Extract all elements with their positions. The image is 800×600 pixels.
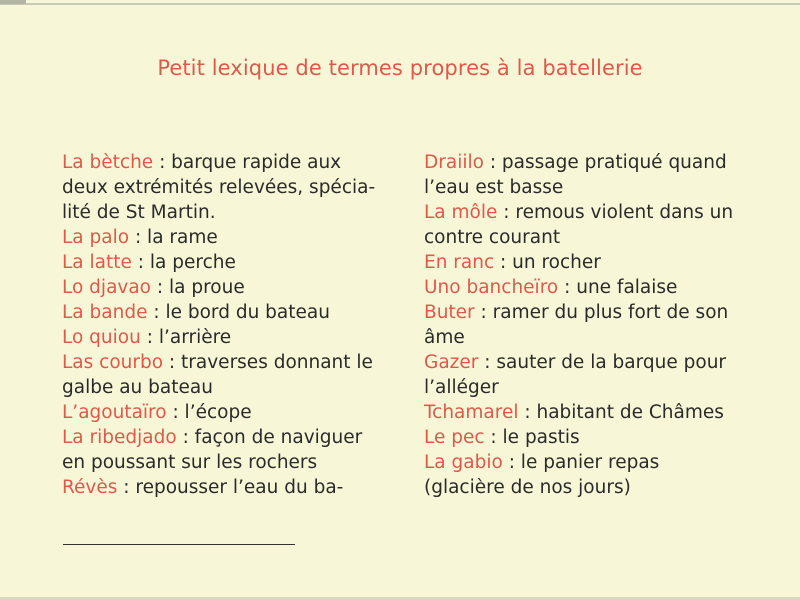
lexicon-term: La bètche [62,152,154,173]
lexicon-term: Révès [62,477,118,498]
lexicon-line [62,350,412,375]
separator-line [63,544,295,545]
lexicon-line: lité de St Martin. [62,202,216,223]
lexicon-line [62,225,412,250]
lexicon-line [62,300,412,325]
corner-mark [0,0,26,4]
lexicon-line: l’eau est basse [424,177,564,198]
lexicon-definition: : un rocher [494,252,601,273]
page-title: Petit lexique de termes propres à la batellerie [157,56,643,80]
lexicon-line: l’alléger [424,377,499,398]
lexicon-definition: : traverses donnant le [163,352,373,373]
lexicon-term: Lo quiou [62,327,141,348]
lexicon-term: La môle [424,202,498,223]
lexicon-right-column [424,150,784,500]
lexicon-term: Buter [424,302,475,323]
lexicon-line [62,475,412,500]
lexicon-line [424,425,784,450]
lexicon-line [424,200,784,225]
lexicon-definition: : l’écope [166,402,252,423]
lexicon-line [424,350,784,375]
lexicon-line: (glacière de nos jours) [424,477,631,498]
lexicon-definition: : l’arrière [140,327,232,348]
lexicon-line [424,275,784,300]
lexicon-line: contre courant [424,227,561,248]
lexicon-line: galbe au bateau [62,377,213,398]
lexicon-term: La ribedjado [62,427,177,448]
lexicon-line: deux extrémités relevées, spécia- [62,177,376,198]
lexicon-line [424,400,784,425]
lexicon-definition: : le panier repas [502,452,660,473]
lexicon-term: La latte [62,252,132,273]
lexicon-definition: : une falaise [558,277,678,298]
lexicon-line: âme [424,327,465,348]
lexicon-definition: : barque rapide aux [153,152,342,173]
lexicon-term: L’agoutaïro [62,402,167,423]
lexicon-line [62,400,412,425]
lexicon-definition: : la perche [131,252,236,273]
lexicon-term: Tchamarel [424,402,519,423]
top-border-line [0,3,800,5]
lexicon-definition: : la proue [151,277,245,298]
lexicon-left-column [62,150,412,500]
lexicon-line [424,250,784,275]
lexicon-line [62,275,412,300]
lexicon-definition: : repousser l’eau du ba- [117,477,344,498]
lexicon-term: La palo [62,227,130,248]
lexicon-line [62,250,412,275]
lexicon-definition: : le pastis [484,427,580,448]
lexicon-line [62,425,412,450]
lexicon-term: La bande [62,302,148,323]
lexicon-definition: : ramer du plus fort de son [474,302,729,323]
lexicon-definition: : le bord du bateau [147,302,330,323]
lexicon-definition: : habitant de Châmes [518,402,724,423]
lexicon-term: En ranc [424,252,495,273]
lexicon-definition: : remous violent dans un [497,202,734,223]
lexicon-line [62,150,412,175]
lexicon-term: Uno bancheïro [424,277,559,298]
lexicon-term: Draiilo [424,152,484,173]
lexicon-definition: : passage pratiqué quand [483,152,727,173]
lexicon-term: La gabio [424,452,503,473]
lexicon-term: Las courbo [62,352,164,373]
lexicon-line [424,450,784,475]
lexicon-line [424,300,784,325]
lexicon-definition: : façon de naviguer [176,427,363,448]
lexicon-definition: : sauter de la barque pour [478,352,727,373]
lexicon-definition: : la rame [129,227,218,248]
lexicon-line [424,150,784,175]
lexicon-line: en poussant sur les rochers [62,452,318,473]
lexicon-term: Le pec [424,427,485,448]
lexicon-term: Gazer [424,352,479,373]
lexicon-line [62,325,412,350]
lexicon-term: Lo djavao [62,277,152,298]
